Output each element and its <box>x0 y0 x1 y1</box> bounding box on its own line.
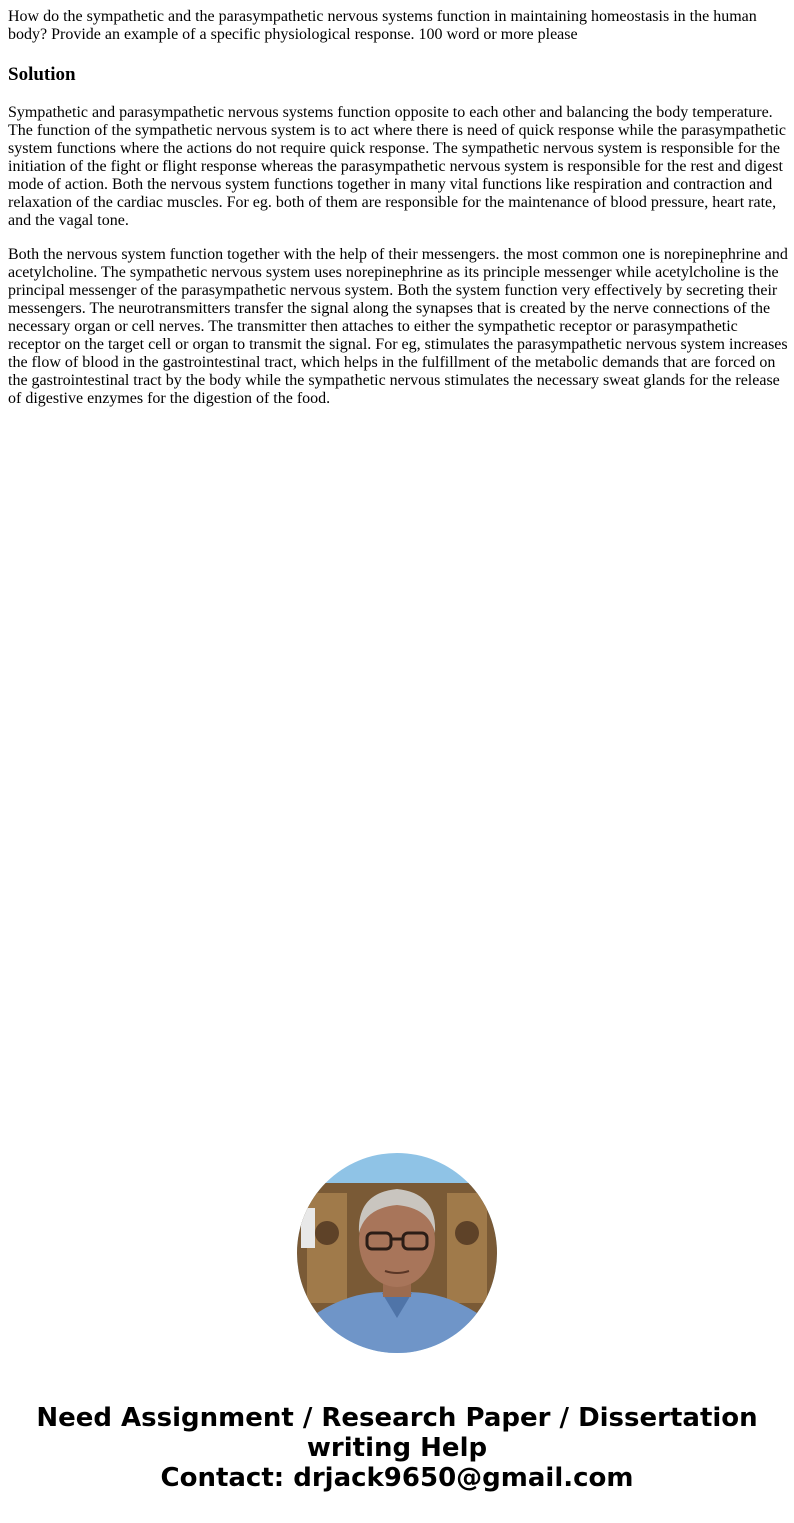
answer-paragraph-2: Both the nervous system function together with the help of their messengers. the most common one is norepinephrine and acetylcholine. The sympathetic nervous system uses norepinephrine as its principle messenger while acetylcholine is the principal messenger of the parasympathetic nervous system. Both the system function very effectively by secreting their messengers. The neurotransmitters transfer the signal along the synapses that is created by the nerve connections of the necessary organ or cell nerves. The transmitter then attaches to either the sympathetic receptor or parasympathetic receptor on the target cell or organ to transmit the signal. For eg, stimulates the parasympathetic nervous system increases the flow of blood in the gastrointestinal tract, which helps in the fulfillment of the metabolic demands that are forced on the gastrointestinal tract by the body while the sympathetic nervous stimulates the necessary sweat glands for the release of digestive enzymes for the digestion of the food. <box>8 246 788 407</box>
author-avatar <box>297 1153 497 1353</box>
question-text: How do the sympathetic and the parasympathetic nervous systems function in maintaining homeostasis in the human body? Provide an example of a specific physiological response. 100 word or more please <box>8 8 757 43</box>
solution-heading: Solution <box>8 64 76 85</box>
promo-contact: Contact: drjack9650@gmail.com <box>160 1463 634 1493</box>
document-body <box>8 8 788 424</box>
promo-line-2: writing Help <box>306 1433 488 1463</box>
answer-paragraph-1: Sympathetic and parasympathetic nervous systems function opposite to each other and balancing the body temperature. The function of the sympathetic nervous system is to act where there is need of quick response while the parasympathetic system functions where the actions do not require quick response. The sympathetic nervous system is responsible for the initiation of the fight or flight response whereas the parasympathetic nervous system is responsible for the rest and digest mode of action. Both the nervous system functions together in many vital functions like respiration and contraction and relaxation of the cardiac muscles. For eg. both of them are responsible for the maintenance of blood pressure, heart rate, and the vagal tone. <box>8 104 786 229</box>
author-portrait-icon <box>297 1153 497 1353</box>
promo-banner <box>0 1403 794 1493</box>
promo-line-1: Need Assignment / Research Paper / Dissertation <box>36 1403 758 1433</box>
